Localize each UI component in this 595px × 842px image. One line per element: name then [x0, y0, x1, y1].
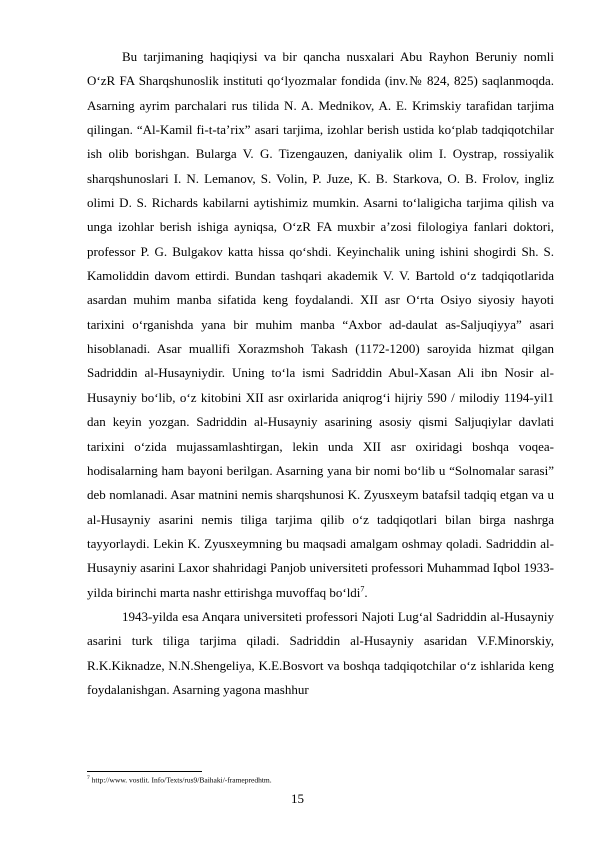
page-number: 15: [291, 791, 304, 806]
paragraph-text: 1943-yilda esa Anqara universiteti professori Najoti Lug‘al Sadriddin al-Husayniy asarini turk tiliga tarjima qiladi. Sadriddin al-Husayniy asaridan V.F.Minorskiy, R.K.Kiknadze, N.N.Shengeliya, K.E.Bosvort va boshqa tadqiqotchilar o‘z ishlarida keng foydalanishgan. Asarning yagona mashhur: [87, 608, 554, 697]
page-body: [87, 45, 554, 702]
footnote-text[interactable]: http://www. vostlit. Info/Texts/rus9/Baihaki/-framepredhtm.: [89, 775, 272, 785]
paragraph: [87, 45, 554, 605]
paragraph-text: Bu tarjimaning haqiqiysi va bir qancha nusxalari Abu Rayhon Beruniy nomli O‘zR FA Sharqshunoslik instituti qo‘lyozmalar fondida (inv.№ 824, 825) saqlanmoqda. Asarning ayrim parchalari rus tilida N. A. Mednikov, A. E. Krimskiy tarafidan tarjima qilingan. “Al-Kamil fi-t-ta’rix” asari tarjima, izohlar berish ustida ko‘plab tadqiqotchilar ish olib borishgan. Bularga V. G. Tizengauzen, daniyalik olim I. Oystrap, rossiyalik sharqshunoslari I. N. Lemanov, S. Volin, P. Juze, K. B. Starkova, O. B. Frolov, ingliz olimi D. S. Richards kabilarni aytishimiz mumkin. Asarni to‘laligicha tarjima qilish va unga izohlar berish ishiga ayniqsa, O‘zR FA muxbir a’zosi filologiya fanlari doktori, professor P. G. Bulgakov katta hissa qo‘shdi. Keyinchalik uning ishini shogirdi Sh. S. Kamoliddin davom ettirdi. Bundan tashqari akademik V. V. Bartold o‘z tadqiqotlarida asardan muhim manba sifatida keng foydalandi. XII asr O‘rta Osiyo siyosiy hayoti tarixini o‘rganishda yana bir muhim manba “Axbor ad-daulat as-Saljuqiyya” asari hisoblanadi. Asar muallifi Xorazmshoh Takash (1172-1200) saroyida hizmat qilgan Sadriddin al-Husayniydir. Uning to‘la ismi Sadriddin Abul-Xasan Ali ibn Nosir al-Husayniy bo‘lib, o‘z kitobini XII asr oxirlarida aniqrog‘i hijriy 590 / milodiy 1194-yil1 dan keyin yozgan. Sadriddin al-Husayniy asarining asosiy qismi Saljuqiylar davlati tarixini o‘zida mujassamlashtirgan, lekin unda XII asr oxiridagi boshqa voqea-hodisalarning ham bayoni berilgan. Asarning yana bir nomi bo‘lib u “Solnomalar sarasi” deb nomlanadi. Asar matnini nemis sharqshunosi K. Zyusxeym batafsil tadqiq etgan va u al-Husayniy asarini nemis tiliga tarjima qilib o‘z tadqiqotlari bilan birga nashrga tayyorlaydi. Lekin K. Zyusxeymning bu maqsadi amalgam oshmay qoladi. Sadriddin al-Husayniy asarini Laxor shahridagi Panjob universiteti professori Muhammad Iqbol 1933-yilda birinchi marta nashr ettirishga muvoffaq bo‘ldi: [87, 49, 554, 600]
footnote-reference[interactable]: 7: [360, 584, 365, 594]
footnote-number: 7: [87, 775, 90, 781]
paragraph-end: .: [364, 584, 368, 600]
footnote-divider: [87, 771, 202, 772]
footnote: [87, 773, 554, 786]
paragraph: [87, 605, 554, 702]
